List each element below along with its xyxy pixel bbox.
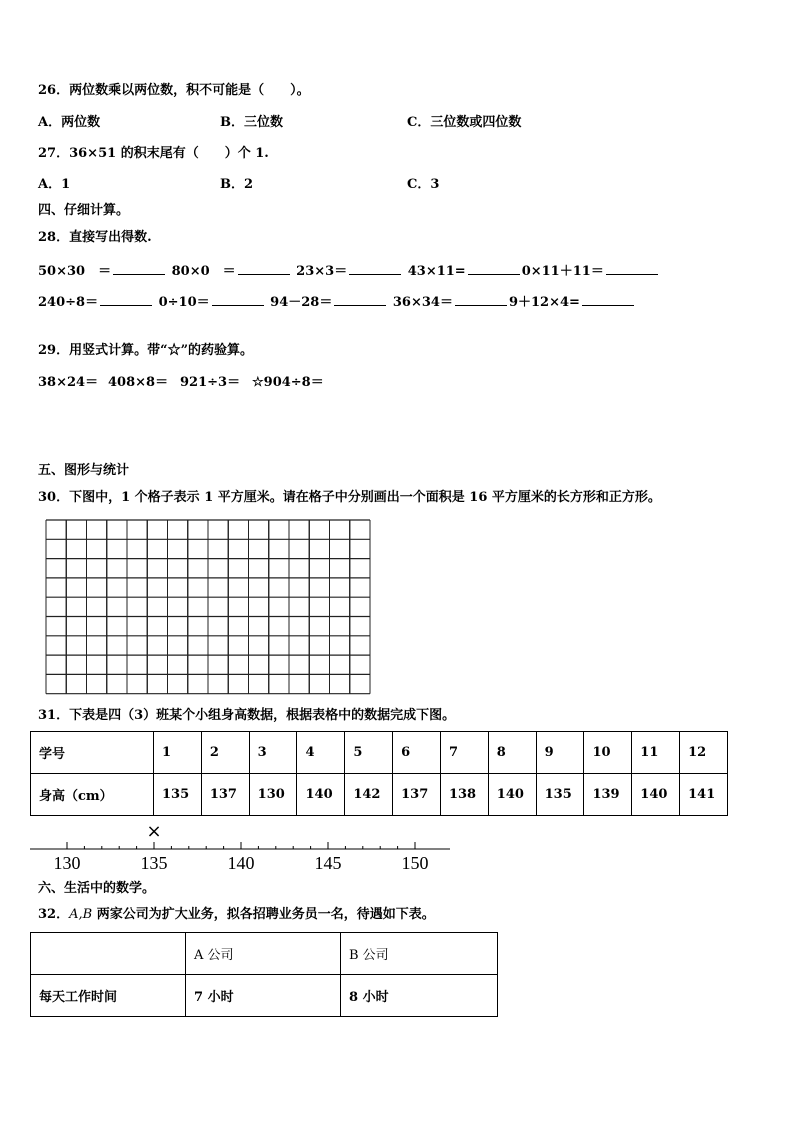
q29-stem: 29．用竖式计算。带“☆”的药验算。 (38, 343, 254, 358)
student-id-cell: 8 (488, 732, 536, 774)
col-a-header: A 公司 (186, 933, 341, 975)
q26-option-a: A．两位数 (38, 115, 101, 130)
number-line (30, 820, 460, 880)
b-value: 8 小时 (341, 975, 498, 1017)
header-label: 学号 (31, 732, 154, 774)
q32-stem (38, 907, 435, 923)
height-cell: 137 (201, 774, 249, 816)
q28-row2 (38, 293, 636, 311)
height-cell: 139 (584, 774, 632, 816)
height-cell: 140 (632, 774, 680, 816)
height-cell: 138 (440, 774, 488, 816)
q27-option-c: C．3 (407, 177, 440, 192)
student-id-cell: 1 (154, 732, 202, 774)
tick-label: 130 (53, 853, 81, 873)
q27-stem: 27．36×51 的积末尾有（ ）个 1. (38, 146, 269, 161)
q28-item: 0÷10＝ (158, 295, 210, 310)
section-4-heading: 四、仔细计算。 (38, 203, 130, 218)
square-grid[interactable] (45, 519, 371, 695)
height-cell: 130 (249, 774, 297, 816)
cross-mark: × (146, 821, 162, 842)
q26-option-c: C．三位数或四位数 (407, 115, 522, 130)
row-label: 每天工作时间 (31, 975, 186, 1017)
q28-item: 240÷8＝ (38, 295, 99, 310)
answer-blank[interactable] (113, 262, 165, 275)
answer-blank[interactable] (212, 293, 264, 306)
answer-blank[interactable] (238, 262, 290, 275)
tick-label: 140 (227, 853, 255, 873)
q28-item: 50×30 ＝ (38, 264, 112, 279)
student-id-cell: 11 (632, 732, 680, 774)
height-cell: 135 (154, 774, 202, 816)
table-row (31, 933, 498, 975)
answer-blank[interactable] (100, 293, 152, 306)
answer-blank[interactable] (349, 262, 401, 275)
height-cell: 140 (488, 774, 536, 816)
student-id-cell: 7 (440, 732, 488, 774)
q28-stem: 28．直接写出得数. (38, 230, 152, 245)
student-id-cell: 2 (201, 732, 249, 774)
tick-label: 150 (401, 853, 429, 873)
q30-stem: 30．下图中，1 个格子表示 1 平方厘米。请在格子中分别画出一个面积是 16 平方厘米的长方形和正方形。 (38, 490, 661, 505)
q28-item: 23×3＝ (296, 264, 348, 279)
answer-blank[interactable] (334, 293, 386, 306)
q28-row1 (38, 262, 660, 280)
height-cell: 140 (297, 774, 345, 816)
answer-blank[interactable] (455, 293, 507, 306)
q29-item-1: 38×24＝ (38, 375, 99, 390)
q28-item: 36×34＝ (392, 295, 453, 310)
answer-blank[interactable] (606, 262, 658, 275)
tick-label: 135 (140, 853, 168, 873)
student-id-cell: 6 (393, 732, 441, 774)
q32-number: 32． (38, 907, 70, 922)
q28-item: 9＋12×4= (508, 295, 580, 310)
table-row (31, 975, 498, 1017)
company-table (30, 932, 498, 1017)
height-table (30, 731, 728, 816)
section-6-heading: 六、生活中的数学。 (38, 881, 156, 896)
table-row-id (31, 732, 728, 774)
col-b-header: B 公司 (341, 933, 498, 975)
height-cell: 135 (536, 774, 584, 816)
q31-stem: 31．下表是四（3）班某个小组身高数据，根据表格中的数据完成下图。 (38, 708, 456, 723)
student-id-cell: 9 (536, 732, 584, 774)
q29-item-4: ☆904÷8＝ (252, 375, 324, 390)
section-5-heading: 五、图形与统计 (38, 463, 130, 478)
q27-option-a: A．1 (38, 177, 71, 192)
q29-item-2: 408×8＝ (108, 375, 169, 390)
height-cell: 137 (393, 774, 441, 816)
empty-cell (31, 933, 186, 975)
q32-companies: A,B (69, 907, 93, 922)
q28-item: 43×11= (407, 264, 466, 279)
tick-label: 145 (314, 853, 342, 873)
table-row-height (31, 774, 728, 816)
height-cell: 141 (680, 774, 728, 816)
q27-option-b: B．2 (220, 177, 254, 192)
student-id-cell: 4 (297, 732, 345, 774)
q26-stem: 26．两位数乘以两位数，积不可能是（ ）。 (38, 83, 310, 98)
q32-text: 两家公司为扩大业务，拟各招聘业务员一名，待遇如下表。 (92, 907, 435, 922)
student-id-cell: 12 (680, 732, 728, 774)
q29-item-3: 921÷3＝ (180, 375, 241, 390)
answer-blank[interactable] (468, 262, 520, 275)
row-label: 身高（cm） (31, 774, 154, 816)
student-id-cell: 5 (345, 732, 393, 774)
q28-item: 94－28＝ (270, 295, 333, 310)
q28-item: 80×0 ＝ (171, 264, 236, 279)
q28-item: 0×11＋11＝ (521, 264, 604, 279)
student-id-cell: 10 (584, 732, 632, 774)
student-id-cell: 3 (249, 732, 297, 774)
answer-blank[interactable] (582, 293, 634, 306)
q26-option-b: B．三位数 (220, 115, 283, 130)
height-cell: 142 (345, 774, 393, 816)
a-value: 7 小时 (186, 975, 341, 1017)
